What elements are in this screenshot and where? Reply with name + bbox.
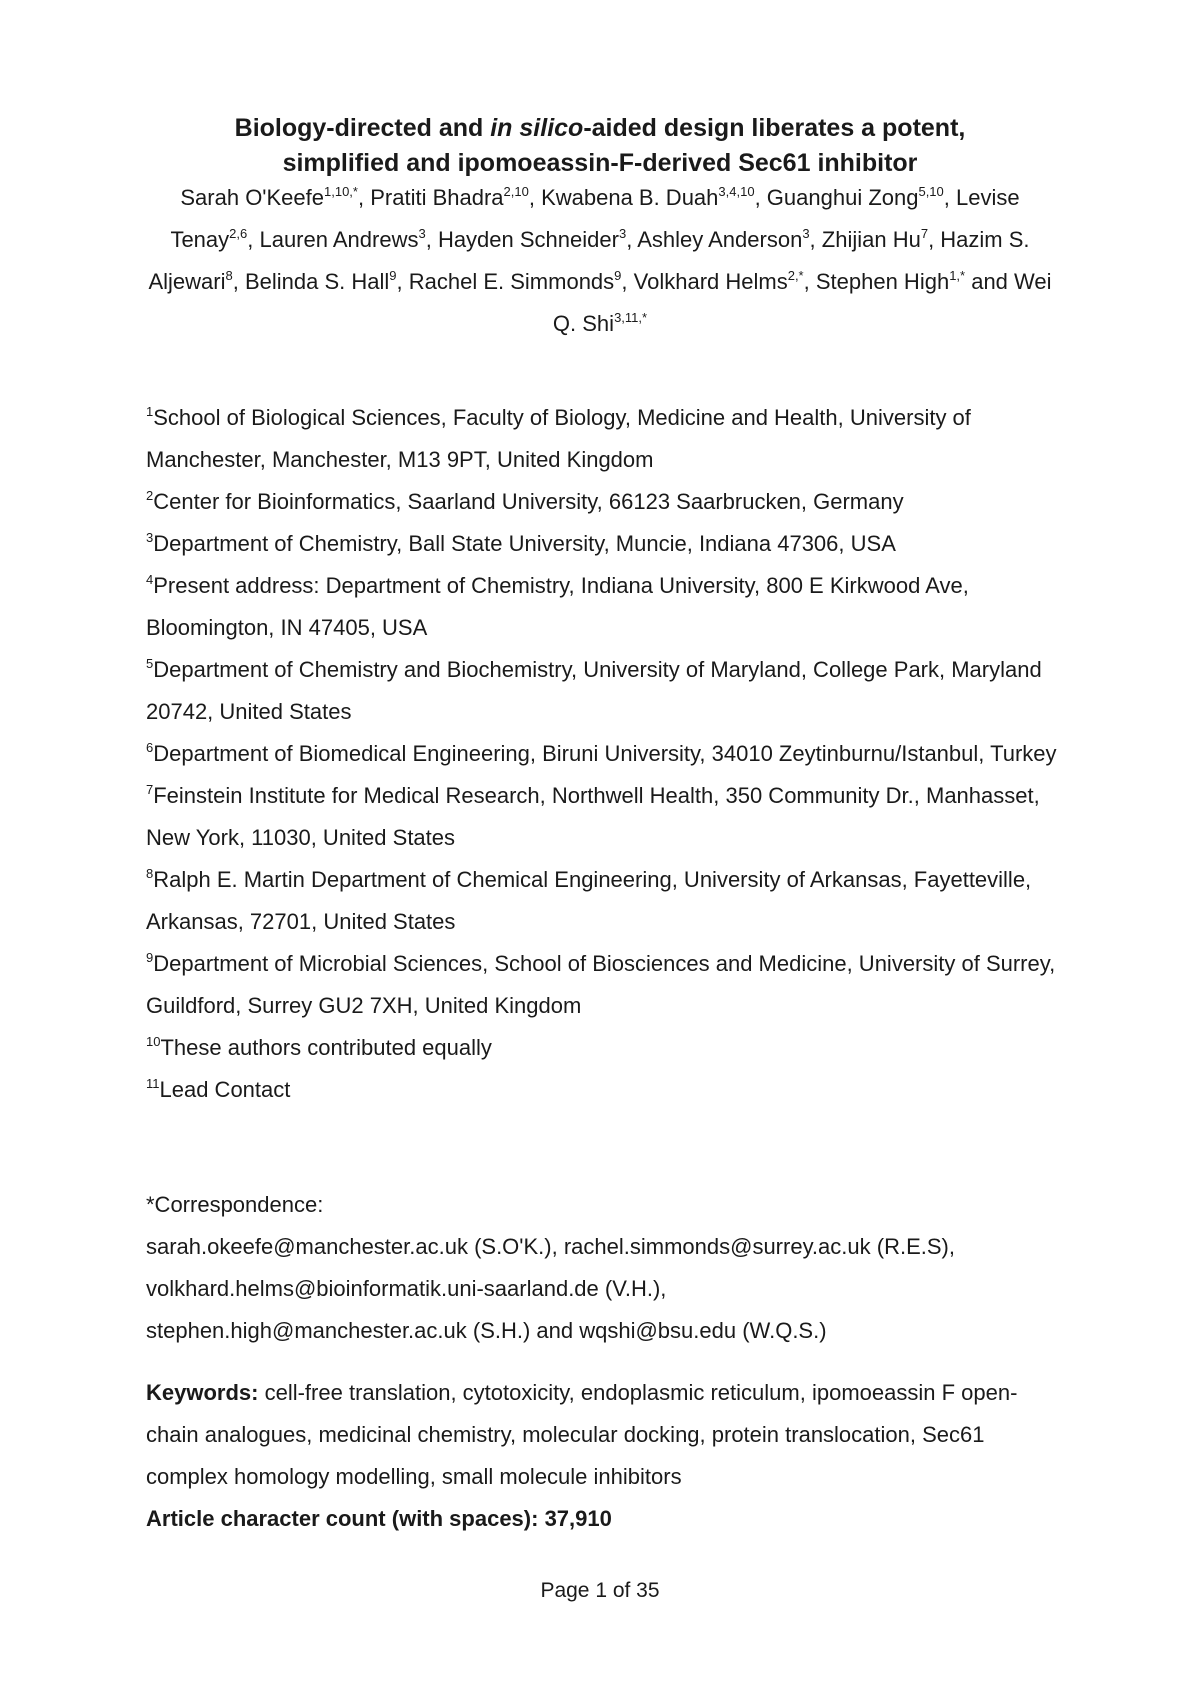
author-separator: ,	[803, 269, 816, 294]
author-affiliation-sup: 2,6	[229, 226, 248, 241]
author-affiliation-sup: 3,11,*	[614, 310, 648, 325]
author	[767, 185, 956, 210]
affiliation-text: Present address: Department of Chemistry, Indiana University, 800 E Kirkwood Ave, Bloomington, IN 47405, USA	[146, 573, 969, 640]
author	[438, 227, 637, 252]
author-affiliation-sup: 2,10	[503, 184, 529, 199]
affiliation-text: Center for Bioinformatics, Saarland University, 66123 Saarbrucken, Germany	[153, 489, 904, 514]
author-affiliation-sup: 8	[225, 268, 233, 283]
correspondence-line-3: stephen.high@manchester.ac.uk (S.H.) and wqshi@bsu.edu (W.Q.S.)	[146, 1318, 827, 1343]
author-separator: ,	[247, 227, 260, 252]
affiliation-number: 6	[146, 740, 154, 755]
affiliation-item	[146, 1069, 1066, 1111]
affiliation-text: Ralph E. Martin Department of Chemical Engineering, University of Arkansas, Fayetteville, Arkansas, 72701, United States	[146, 867, 1032, 934]
affiliation-item	[146, 523, 1066, 565]
affiliation-item	[146, 943, 1066, 1027]
keywords-text: cell-free translation, cytotoxicity, endoplasmic reticulum, ipomoeassin F open-chain analogues, medicinal chemistry, molecular docking, protein translocation, Sec61 complex homology modelling, small molecule inhibitors	[146, 1380, 1018, 1489]
author-separator: ,	[626, 227, 638, 252]
paper-title	[120, 111, 1080, 181]
character-count-value: 37,910	[544, 1506, 612, 1531]
affiliation-item	[146, 733, 1066, 775]
author	[259, 227, 437, 252]
author-name: Hazim S. Aljewari	[148, 227, 1030, 294]
author-separator: ,	[928, 227, 941, 252]
author-name: Rachel E. Simmonds	[408, 269, 615, 294]
author-separator: and	[965, 269, 1015, 294]
author-separator: ,	[754, 185, 767, 210]
keywords-block	[146, 1372, 1066, 1498]
affiliation-item	[146, 649, 1066, 733]
affiliation-item	[146, 1027, 1066, 1069]
author-affiliation-sup: 2,*	[787, 268, 804, 283]
author-list	[140, 177, 1060, 345]
affiliation-number: 10	[146, 1034, 161, 1049]
keywords-label: Keywords:	[146, 1380, 259, 1405]
affiliation-list	[146, 397, 1066, 1111]
page-number: Page 1 of 35	[540, 1579, 660, 1602]
affiliation-text: Department of Chemistry, Ball State University, Muncie, Indiana 47306, USA	[153, 531, 896, 556]
author-affiliation-sup: 3	[618, 226, 627, 241]
correspondence-label: *Correspondence:	[146, 1192, 324, 1217]
author-name: Sarah O'Keefe	[180, 185, 324, 210]
author-name: Volkhard Helms	[633, 269, 788, 294]
author-affiliation-sup: 9	[614, 268, 622, 283]
author	[634, 269, 816, 294]
affiliation-number: 2	[146, 488, 154, 503]
author-separator: ,	[396, 269, 409, 294]
author	[180, 185, 370, 210]
title-italic-term: in silico	[490, 114, 584, 142]
affiliation-item	[146, 565, 1066, 649]
author-affiliation-sup: 9	[389, 268, 397, 283]
author	[637, 227, 822, 252]
affiliation-text: Department of Biomedical Engineering, Biruni University, 34010 Zeytinburnu/Istanbul, Turkey	[153, 741, 1057, 766]
author-name: Ashley Anderson	[637, 227, 803, 252]
author-name: Lauren Andrews	[259, 227, 419, 252]
author-separator: ,	[809, 227, 822, 252]
affiliation-number: 4	[146, 572, 154, 587]
affiliation-text: Department of Microbial Sciences, School of Biosciences and Medicine, University of Surrey, Guildford, Surrey GU2 7XH, United Kingdom	[146, 951, 1056, 1018]
author	[409, 269, 634, 294]
author-name: Wei Q. Shi	[552, 269, 1052, 336]
affiliation-number: 8	[146, 866, 154, 881]
author-name: Belinda S. Hall	[244, 269, 390, 294]
author-affiliation-sup: 3	[802, 226, 810, 241]
correspondence-line-2: volkhard.helms@bioinformatik.uni-saarland.de (V.H.),	[146, 1276, 667, 1301]
author-separator: ,	[357, 185, 371, 210]
author-separator: ,	[943, 185, 957, 210]
author	[822, 227, 941, 252]
author-name: Guanghui Zong	[766, 185, 919, 210]
author-name: Pratiti Bhadra	[370, 185, 504, 210]
author-separator: ,	[232, 269, 245, 294]
title-line-1: Biology-directed and in silico-aided design liberates a potent,	[234, 114, 966, 142]
author-affiliation-sup: 1,10,*	[324, 184, 358, 199]
affiliation-text: Feinstein Institute for Medical Research, Northwell Health, 350 Community Dr., Manhasset, New York, 11030, United States	[146, 783, 1040, 850]
author-affiliation-sup: 3	[418, 226, 426, 241]
affiliation-text: Lead Contact	[159, 1077, 291, 1102]
correspondence-line-1: sarah.okeefe@manchester.ac.uk (S.O'K.), rachel.simmonds@surrey.ac.uk (R.E.S),	[146, 1234, 955, 1259]
author	[541, 185, 767, 210]
correspondence-block	[146, 1184, 1066, 1352]
author-affiliation-sup: 5,10	[918, 184, 944, 199]
character-count-label: Article character count (with spaces):	[146, 1506, 545, 1531]
author-separator: ,	[425, 227, 438, 252]
affiliation-number: 7	[146, 782, 154, 797]
affiliation-item	[146, 859, 1066, 943]
character-count	[146, 1498, 1066, 1540]
author-affiliation-sup: 3,4,10	[718, 184, 755, 199]
affiliation-number: 5	[146, 656, 154, 671]
title-line-2: simplified and ipomoeassin-F-derived Sec61 inhibitor	[282, 149, 918, 177]
author-name: Kwabena B. Duah	[541, 185, 719, 210]
affiliation-item	[146, 775, 1066, 859]
affiliation-text: These authors contributed equally	[160, 1035, 492, 1060]
author-name: Zhijian Hu	[821, 227, 921, 252]
affiliation-number: 1	[146, 404, 154, 419]
author-name: Hayden Schneider	[437, 227, 619, 252]
author	[816, 269, 1014, 294]
author	[370, 185, 541, 210]
affiliation-number: 9	[146, 950, 154, 965]
author-separator: ,	[528, 185, 542, 210]
affiliation-number: 3	[146, 530, 154, 545]
author	[245, 269, 409, 294]
affiliation-item	[146, 397, 1066, 481]
author-affiliation-sup: 1,*	[949, 268, 966, 283]
affiliation-text: School of Biological Sciences, Faculty of Biology, Medicine and Health, University of Manchester, Manchester, M13 9PT, United Kingdom	[146, 405, 971, 472]
author-name: Stephen High	[815, 269, 950, 294]
affiliation-number: 11	[146, 1076, 160, 1091]
author-separator: ,	[621, 269, 634, 294]
affiliation-text: Department of Chemistry and Biochemistry, University of Maryland, College Park, Maryland 20742, United States	[146, 657, 1042, 724]
author-name: Levise Tenay	[170, 185, 1020, 252]
affiliation-item	[146, 481, 1066, 523]
author-affiliation-sup: 7	[920, 226, 929, 241]
